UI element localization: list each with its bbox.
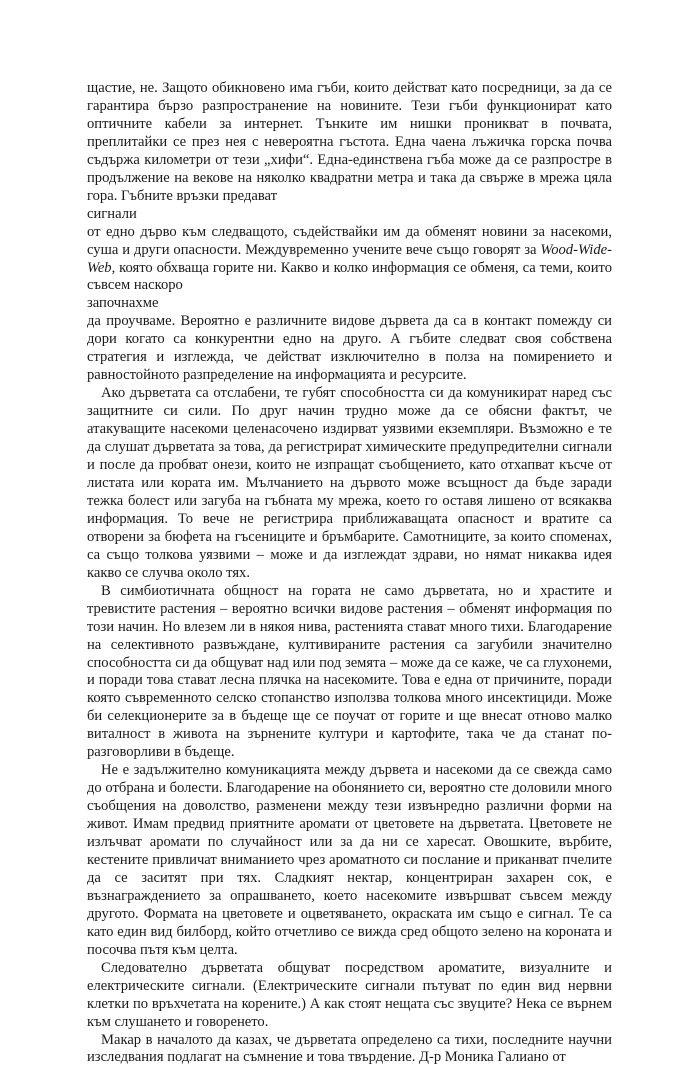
body-text	[87, 80, 612, 1067]
orphan-word-started: започнахме	[87, 295, 159, 312]
paragraph-insect-communication: Не е задължително комуникацията между дървета и насекоми да се свежда само до отбрана и болести. Благодарение на обонянието си, вероятно сте доловили много съобщения на доволство, разменени между тези извънредно различни форми на живот. Имам предвид приятните аромати от цветовете на дърветата. Цветовете не излъчват аромати по случайност или за да ни се харесат. Овошките, върбите, кестените привличат вниманието чрез ароматното си послание и приканват пчелите да се заситят при тях. Сладкият нектар, концентриран захарен сок, е възнаграждението за опрашването, което насекомите извършват съвсем между другото. Формата на цветовете и оцветяването, окраската им също е сигнал. Те са като един вид билборд, който отчетливо се вижда сред общото зелено на короната и посочва пътя към целта.	[87, 762, 612, 958]
paragraph-fungi-strategy	[87, 313, 612, 385]
paragraph-wood-wide-web-tail: , която обхваща горите ни. Какво и колко информация се обменя, са теми, които съвсем наскоро	[87, 259, 612, 294]
paragraph-fungi-strategy-text: да проучваме. Вероятно е различните видове дървета да са в контакт помежду си дори когато са конкурентни едно на друго. А гъбите следват своя собствена стратегия и изглежда, че действат изключително в полза на помирението и равностойното разпределение на информацията и ресурсите.	[87, 313, 612, 384]
paragraph-recent-research: Макар в началото да казах, че дърветата определено са тихи, последните научни изследвания подлагат на съмнение и това твърдение. Д-р Моника Галиано от	[87, 1031, 612, 1066]
paragraph-wood-wide-web-text: от едно дърво към следващото, съдействайки им да обменят новини за насекоми, суша и други опасности. Междувременно учените вече също говорят за	[87, 223, 612, 258]
wood-wide-web-term: Wood-Wide-Web	[87, 241, 612, 276]
paragraph-fungi-network	[87, 80, 612, 206]
paragraph-weakened-trees: Ако дърветата са отслабени, те губят способността си да комуникират наред със защитните си сили. По друг начин трудно може да се обясни фактът, че атакуващите насекоми целенасочено издирват уязвими екземпляри. Възможно е те да слушат дърветата за това, да регистрират химическите предупредителни сигнали и после да пробват онези, които не изпращат съобщението, като отхапват късче от листата или кората им. Мълчанието на дървото може всъщност да бъде заради тежка болест или загуба на гъбната му мрежа, което го оставя лишено от всякаква информация. То вече не регистрира приближаващата опасност и вратите са отворени за бюфета на гъсениците и бръмбарите. Самотниците, за които споменах, са също толкова уязвими – може и да изглеждат здрави, но нямат никаква идея какво се случва около тях.	[87, 385, 612, 581]
paragraph-wood-wide-web	[87, 224, 612, 296]
orphan-line-started	[87, 295, 612, 313]
orphan-word-signals: сигнали	[87, 205, 137, 222]
paragraph-symbiotic-community: В симбиотичната общност на гората не само дърветата, но и храстите и тревистите растения – вероятно всички видове растения – обменят информация по този начин. Но влезем ли в някоя нива, растенията стават много тихи. Благодарение на селективното развъждане, култивираните растения са загубили значително способността си да общуват над или под земята – може да се каже, че са глухонеми, и поради това стават лесна плячка на насекомите. Това е една от причините, поради която съвременното селско стопанство използва толкова много инсектициди. Може би селекционерите за в бъдеще ще се поучат от горите и ще внесат отново малко виталност в живота на зърнените култури и картофите, така че да станат по-разговорливи в бъдеще.	[87, 582, 612, 761]
paragraph-fungi-network-part-a: щастие, не. Защото обикновено има гъби, които действат като посредници, за да се гарантира бързо разпространение на новините. Тези гъби функционират като оптичните кабели за интернет. Тънките им нишки проникват в почвата, преплитайки се през нея с невероятна гъстота. Една чаена лъжичка горска почва съдържа километри от тези „хифи“. Една-единствена гъба може да се разпростре в продължение на векове на няколко квадратни метра и така да свърже в мрежа цяла гора. Гъбните връзки предават	[87, 80, 612, 204]
orphan-line-signals	[87, 206, 612, 224]
paragraph-signals-summary: Следователно дърветата общуват посредством ароматите, визуалните и електрическите сигнали. (Електрическите сигнали пътуват по един вид нервни клетки по връхчетата на корените.) А как стоят нещата със звуците? Нека се върнем към слушането и говоренето.	[87, 959, 612, 1030]
